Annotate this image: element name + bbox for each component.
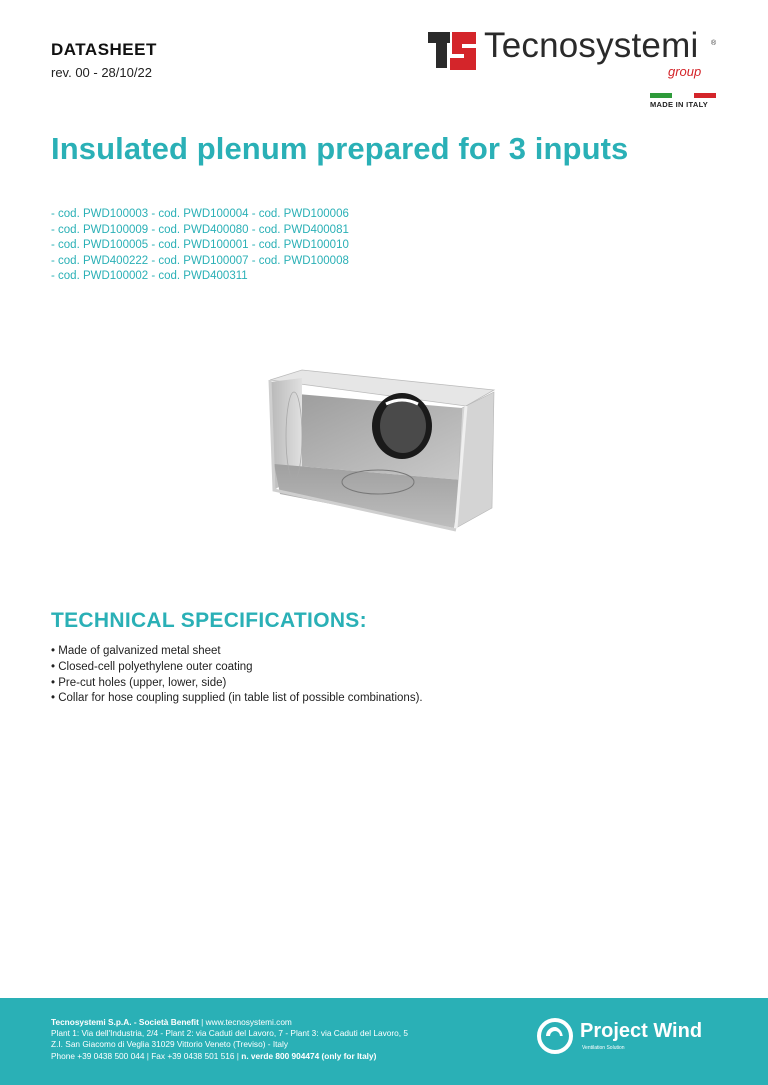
company-info — [51, 1017, 408, 1062]
page-footer — [0, 998, 768, 1085]
italy-flag-icon — [650, 93, 716, 98]
specs-list — [51, 644, 423, 707]
document-header — [51, 40, 157, 80]
code-line: - cod. PWD100003 - cod. PWD100004 - cod. PWD100006 — [51, 208, 349, 220]
project-wind-logo — [536, 1017, 721, 1059]
code-line: - cod. PWD400222 - cod. PWD100007 - cod. PWD100008 — [51, 254, 349, 267]
specs-heading: TECHNICAL SPECIFICATIONS: — [51, 609, 367, 632]
logo-subtitle: Ventilation Solution — [582, 1045, 625, 1051]
spec-item: • Pre-cut holes (upper, lower, side) — [51, 676, 423, 692]
website-link[interactable]: www.tecnosystemi.com — [205, 1017, 292, 1027]
brand-group: group — [668, 64, 702, 79]
doc-type: DATASHEET — [51, 40, 157, 59]
registered-mark: ® — [711, 40, 717, 47]
contact-line: Phone +39 0438 500 044 | Fax +39 0438 501 516 | n. verde 800 904474 (only for Italy) — [51, 1050, 377, 1061]
brand-name: Tecnosystemi — [484, 26, 699, 65]
code-line: - cod. PWD100005 - cod. PWD100001 - cod. PWD100010 — [51, 239, 349, 251]
brand-logo — [428, 26, 728, 116]
project-wind-icon — [536, 1017, 574, 1055]
toll-free: n. verde 800 904474 (only for Italy) — [241, 1050, 377, 1061]
company-line: Tecnosystemi S.p.A. - Società Benefit | www.tecnosystemi.com — [51, 1017, 292, 1027]
revision: rev. 00 - 28/10/22 — [51, 65, 152, 80]
tecnosystemi-logo-icon — [428, 30, 478, 72]
made-in-label: MADE IN ITALY — [650, 100, 709, 109]
plants-line: Plant 1: Via dell'Industria, 2/4 - Plant 2: via Caduti del Lavoro, 7 - Plant 3: via Caduti del Lavoro, 5 — [51, 1028, 409, 1039]
spec-item: • Closed-cell polyethylene outer coating — [51, 660, 423, 676]
fax: Fax +39 0438 501 516 — [151, 1050, 235, 1061]
plenum-product-image — [266, 368, 498, 536]
product-codes — [51, 207, 349, 285]
code-line: - cod. PWD100009 - cod. PWD400080 - cod. PWD400081 — [51, 223, 349, 236]
spec-item: • Made of galvanized metal sheet — [51, 644, 423, 660]
logo-name: Project Wind — [580, 1020, 703, 1042]
address-line: Z.I. San Giacomo di Veglia 31029 Vittorio Veneto (Treviso) - Italy — [51, 1039, 289, 1050]
spec-item: • Collar for hose coupling supplied (in table list of possible combinations). — [51, 691, 423, 707]
phone: Phone +39 0438 500 044 — [51, 1050, 145, 1061]
company-name: Tecnosystemi S.p.A. - Società Benefit — [51, 1017, 199, 1027]
code-line: - cod. PWD100002 - cod. PWD400311 — [51, 270, 248, 282]
page-title: Insulated plenum prepared for 3 inputs — [51, 131, 629, 166]
